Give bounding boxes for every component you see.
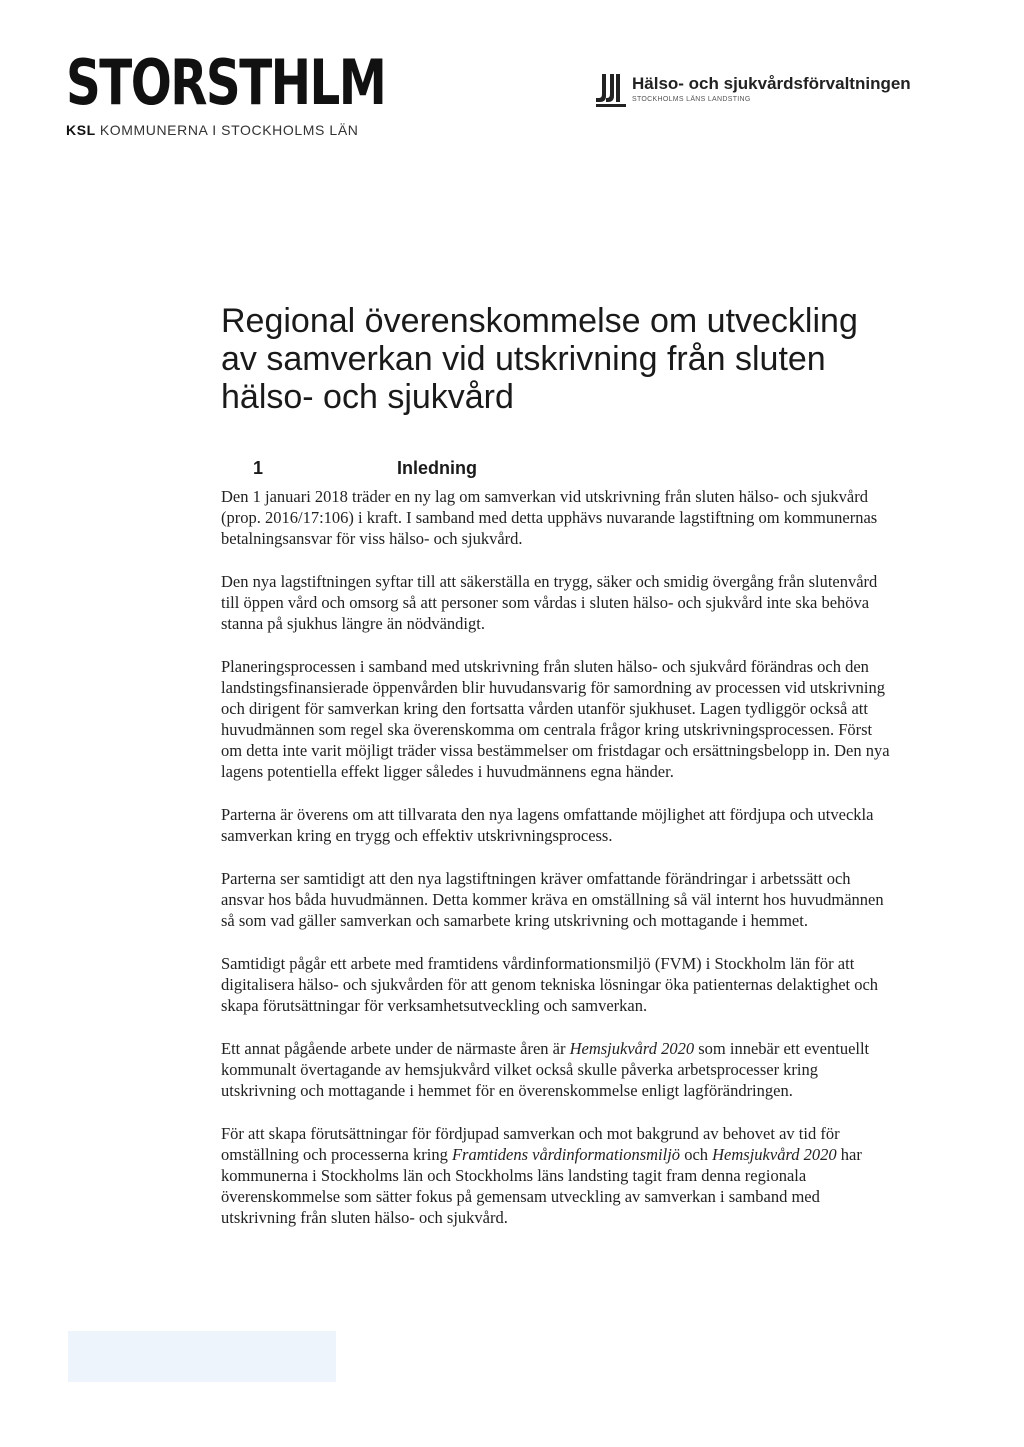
partner-text — [632, 74, 911, 103]
paragraph-8-emphasis-2: Hemsjukvård 2020 — [712, 1145, 837, 1164]
logo-wordmark: STORSTHLM — [66, 46, 386, 119]
paragraph-8-text-c: har kommunerna i Stockholms län och Stockholms läns landsting tagit fram denna regionala överenskommelse som sätter fokus på gemensam utveckling av samverkan i samband med utskrivning från sluten hälso- och sjukvård. — [221, 1145, 862, 1227]
logo-subtitle — [66, 122, 475, 138]
partner-name: Hälso- och sjukvårdsförvaltningen — [632, 74, 911, 93]
highlight-box — [68, 1331, 336, 1382]
logo-abbreviation: KSL — [66, 122, 96, 138]
paragraph-1: Den 1 januari 2018 träder en ny lag om samverkan vid utskrivning från sluten hälso- och sjukvård (prop. 2016/17:106) i kraft. I samband med detta upphävs nuvarande lagstiftning om kommunernas betalningsansvar för viss hälso- och sjukvård. — [221, 487, 878, 548]
paragraph-7-emphasis: Hemsjukvård 2020 — [569, 1039, 695, 1058]
paragraph-4: Parterna är överens om att tillvarata den nya lagens omfattande möjlighet att fördjupa och utveckla samverkan kring en trygg och effektiv utskrivningsprocess. — [221, 805, 874, 845]
paragraph-3: Planeringsprocessen i samband med utskrivning från sluten hälso- och sjukvård förändras och den landstingsfinansierade öppenvården blir huvudansvarig för samordning av processen vid utskrivning och dirigent för samverkan kring den fortsatta vården utanför sjukhuset. Lagen tydliggör också att huvudmännen som regel ska överenskomma om centrala frågor kring utskrivningsprocessen. Först om detta inte varit möjligt träder vissa bestämmelser om fristdagar och ersättningsbelopp in. Den nya lagens potentiella effekt ligger således i huvudmännens egna händer. — [221, 657, 890, 781]
logo-subtitle-text: KOMMUNERNA I STOCKHOLMS LÄN — [99, 122, 359, 138]
paragraph-8-text-a: För att skapa förutsättningar för fördjupad samverkan och mot bakgrund av behovet av tid för omställning och processerna kring — [221, 1124, 840, 1164]
storsthlm-logo — [66, 46, 475, 138]
document-title: Regional överenskommelse om utveckling av samverkan vid utskrivning från sluten hälso- och sjukvård — [221, 302, 858, 416]
landsting-emblem-icon — [596, 74, 626, 108]
partner-logo — [596, 74, 911, 108]
paragraph-8 — [221, 1123, 891, 1228]
document-body — [221, 486, 891, 1250]
paragraph-8-text-b: och — [680, 1145, 713, 1164]
paragraph-8-emphasis-1: Framtidens vårdinformationsmiljö — [451, 1145, 681, 1164]
paragraph-7-text-b: som innebär ett eventuellt kommunalt övertagande av hemsjukvård vilket också skulle påverka arbetsprocesser kring utskrivning och mottagande i hemmet för en överenskommelse enligt lagförändringen. — [221, 1039, 870, 1100]
section-title: Inledning — [397, 458, 477, 478]
paragraph-7 — [221, 1038, 891, 1101]
paragraph-2: Den nya lagstiftningen syftar till att säkerställa en trygg, säker och smidig övergång från slutenvård till öppen vård och omsorg så att personer som vårdas i sluten hälso- och sjukvård inte ska behöva stanna på sjukhus längre än nödvändigt. — [221, 572, 878, 633]
paragraph-6: Samtidigt pågår ett arbete med framtidens vårdinformationsmiljö (FVM) i Stockholm län för att digitalisera hälso- och sjukvården för att genom tekniska lösningar öka patienternas delaktighet och skapa förutsättningar för verksamhetsutveckling och samverkan. — [221, 954, 879, 1015]
paragraph-5: Parterna ser samtidigt att den nya lagstiftningen kräver omfattande förändringar i arbetssätt och ansvar hos båda huvudmännen. Detta kommer kräva en omställning så väl internt hos huvudmännen så som vad gäller samverkan och samarbete kring utskrivning och mottagande i hemmet. — [221, 869, 884, 930]
partner-subtitle: STOCKHOLMS LÄNS LANDSTING — [632, 96, 751, 103]
paragraph-7-text-a: Ett annat pågående arbete under de närmaste åren är — [221, 1039, 570, 1058]
section-heading — [221, 457, 477, 479]
section-number: 1 — [253, 458, 264, 478]
